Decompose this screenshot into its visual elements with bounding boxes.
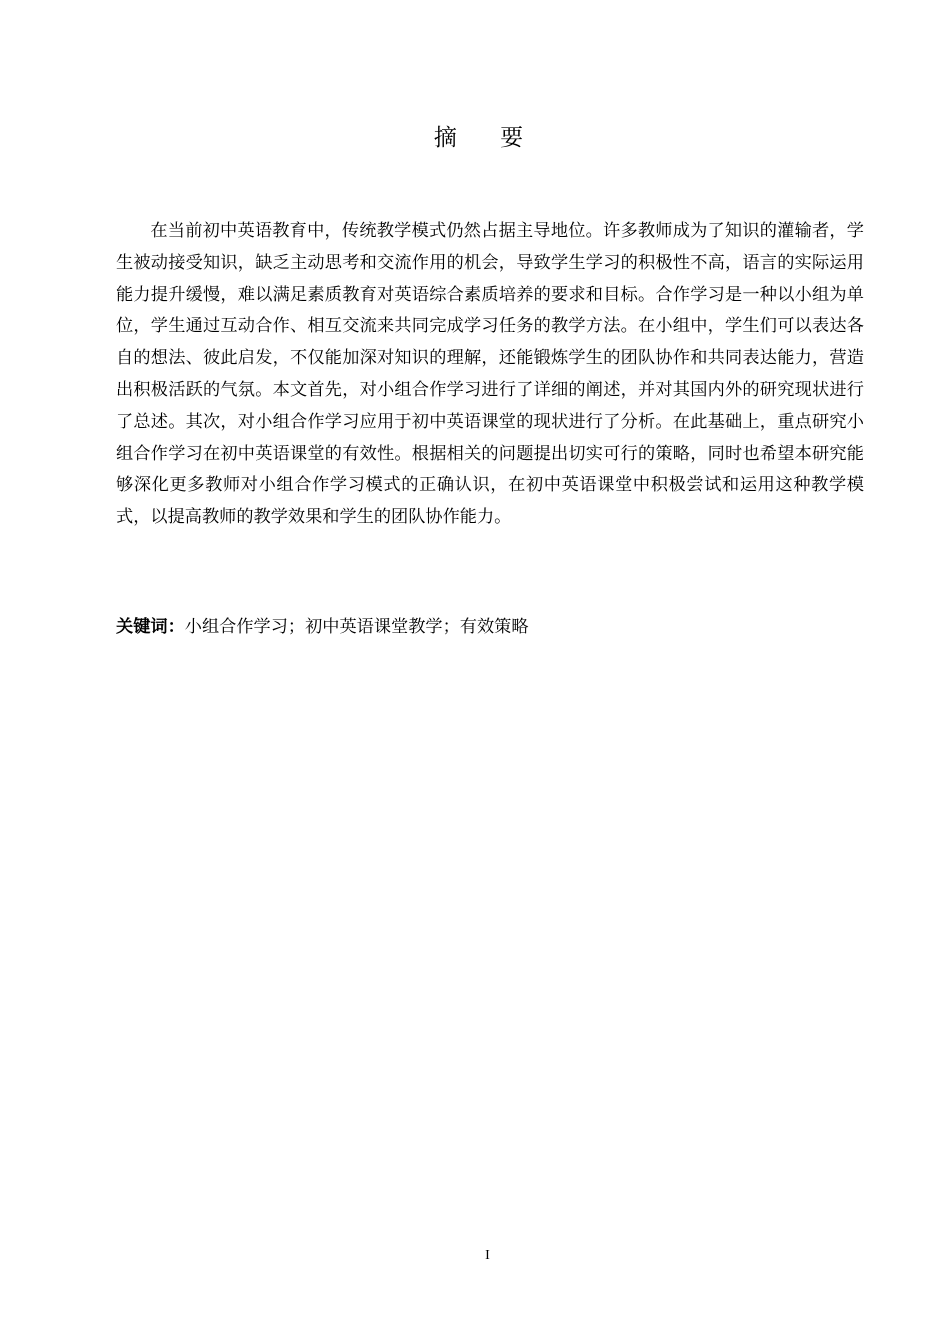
abstract-paragraph: 在当前初中英语教育中，传统教学模式仍然占据主导地位。许多教师成为了知识的灌输者，学生被动接受知识，缺乏主动思考和交流作用的机会，导致学生学习的积极性不高，语言的实际运用能力提升缓慢，难以满足素质教育对英语综合素质培养的要求和目标。合作学习是一种以小组为单位，学生通过互动合作、相互交流来共同完成学习任务的教学方法。在小组中，学生们可以表达各自的想法、彼此启发，不仅能加深对知识的理解，还能锻炼学生的团队协作和共同表达能力，营造出积极活跃的气氛。本文首先，对小组合作学习进行了详细的阐述，并对其国内外的研究现状进行了总述。其次，对小组合作学习应用于初中英语课堂的现状进行了分析。在此基础上，重点研究小组合作学习在初中英语课堂的有效性。根据相关的问题提出切实可行的策略，同时也希望本研究能够深化更多教师对小组合作学习模式的正确认识，在初中英语课堂中积极尝试和运用这种教学模式，以提高教师的教学效果和学生的团队协作能力。 xyxy=(116,221,864,528)
keywords-label: 关键词： xyxy=(116,617,185,637)
page-number: I xyxy=(485,1248,490,1263)
keywords-line xyxy=(116,612,864,642)
abstract-title: 摘 要 xyxy=(433,125,542,151)
keywords-value: 小组合作学习；初中英语课堂教学；有效策略 xyxy=(184,617,529,637)
